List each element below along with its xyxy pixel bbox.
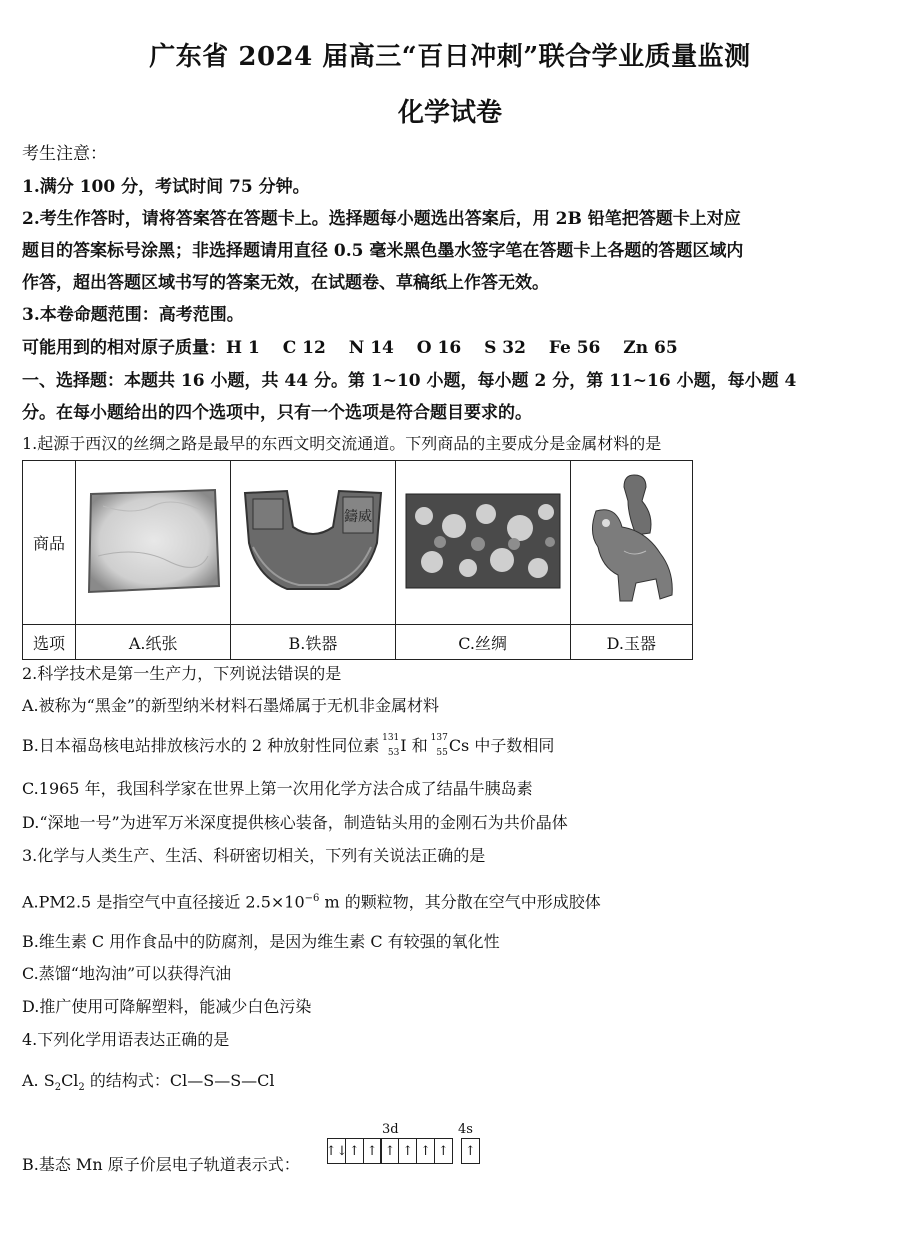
orbital-4s-box: ↑ <box>461 1138 480 1164</box>
orbital-3d-box-3: ↑ <box>363 1138 382 1164</box>
silk-image <box>404 486 562 596</box>
notice-item-2-line-3: 作答，超出答题区域书写的答案无效，在试题卷、草稿纸上作答无效。 <box>22 273 549 293</box>
paper-image <box>83 486 223 596</box>
mn-orbital-diagram <box>327 1138 479 1164</box>
q4-option-b: B.基态 Mn 原子价层电子轨道表示式： <box>22 1155 300 1174</box>
q3-option-c: C.蒸馏“地沟油”可以获得汽油 <box>22 964 232 983</box>
goods-iron-cell <box>231 461 395 625</box>
q4-stem: 4.下列化学用语表达正确的是 <box>22 1030 230 1049</box>
cesium-atomic-number: 55 <box>436 747 448 758</box>
goods-silk-cell <box>395 461 570 625</box>
q3-option-d: D.推广使用可降解塑料，能减少白色污染 <box>22 997 312 1016</box>
q2-option-c: C.1965 年，我国科学家在世界上第一次用化学方法合成了结晶牛胰岛素 <box>22 779 533 798</box>
exam-subtitle: 化学试卷 <box>397 98 502 128</box>
q3-stem: 3.化学与人类生产、生活、科研密切相关，下列有关说法正确的是 <box>22 846 486 865</box>
iodine-nuclide-indices <box>382 732 400 758</box>
atomic-mass-line: 可能用到的相对原子质量：H 1 C 12 N 14 O 16 S 32 Fe 56 Zn 65 <box>22 338 678 358</box>
notice-item-2-line-2: 题目的答案标号涂黑；非选择题请用直径 0.5 毫米黑色墨水签字笔在答题卡上各题的答题区域内 <box>22 241 744 261</box>
orbital-3d-box-4: ↑ <box>380 1138 399 1164</box>
q2-option-a: A.被称为“黑金”的新型纳米材料石墨烯属于无机非金属材料 <box>22 696 440 715</box>
row-head-option: 选项 <box>23 625 76 660</box>
q1-goods-table <box>22 460 693 660</box>
option-c-label: C.丝绸 <box>395 625 570 660</box>
orbital-3d-box-7: ↑ <box>434 1138 453 1164</box>
option-b-label: B.铁器 <box>231 625 395 660</box>
option-a-label: A.纸张 <box>76 625 231 660</box>
jade-image <box>576 471 686 611</box>
option-d-label: D.玉器 <box>570 625 692 660</box>
row-head-goods: 商品 <box>23 461 76 625</box>
orbital-4s-label: 4s <box>458 1122 473 1137</box>
q4-a-prefix: A. S <box>22 1071 55 1090</box>
q3-a-unit: m <box>319 892 340 912</box>
iodine-symbol: I <box>400 736 407 755</box>
q4-a-suffix: 的结构式：Cl—S—S—Cl <box>84 1071 275 1090</box>
orbital-3d-box-5: ↑ <box>398 1138 417 1164</box>
notice-item-2-line-1: 2.考生作答时，请将答案答在答题卡上。选择题每小题选出答案后，用 2B 铅笔把答题卡上对应 <box>22 209 741 229</box>
q1-stem: 1.起源于西汉的丝绸之路是最早的东西文明交流通道。下列商品的主要成分是金属材料的是 <box>22 434 662 453</box>
notice-heading: 考生注意： <box>22 144 107 164</box>
q4-a-cl-subscript: 2 <box>78 1082 85 1094</box>
q2-option-b <box>22 732 882 758</box>
q2-b-and: 和 <box>406 736 428 755</box>
q3-option-b: B.维生素 C 用作食品中的防腐剂，是因为维生素 C 有较强的氧化性 <box>22 932 500 951</box>
q4-a-s-subscript: 2 <box>54 1082 62 1094</box>
notice-item-3: 3.本卷命题范围：高考范围。 <box>22 305 244 325</box>
iodine-atomic-number: 53 <box>387 747 400 758</box>
iron-ware-image <box>239 481 387 601</box>
q2-b-suffix: 中子数相同 <box>469 736 555 755</box>
q3-a-suffix: 的颗粒物，其分散在空气中形成胶体 <box>339 892 601 912</box>
iron-seal-text: 鑄威 <box>343 508 372 525</box>
cesium-symbol: Cs <box>448 736 470 755</box>
q2-b-prefix: B.日本福岛核电站排放核污水的 2 种放射性同位素 <box>22 736 380 755</box>
orbital-3d-box-2: ↑ <box>345 1138 364 1164</box>
section-1-line-2: 分。在每小题给出的四个选项中，只有一个选项是符合题目要求的。 <box>22 403 532 423</box>
q3-option-a <box>22 888 882 913</box>
q3-a-number: 2.5×10 <box>245 892 305 912</box>
orbital-3d-box-1: ↑↓ <box>327 1138 346 1164</box>
goods-jade-cell <box>570 461 692 625</box>
q4-option-a <box>22 1070 882 1099</box>
iodine-mass-number: 131 <box>382 732 400 743</box>
exam-title: 广东省 2024 届高三“百日冲刺”联合学业质量监测 <box>149 42 751 72</box>
section-1-line-1: 一、选择题：本题共 16 小题，共 44 分。第 1~10 小题，每小题 2 分，第 11~16 小题，每小题 4 <box>22 371 797 391</box>
orbital-3d-box-6: ↑ <box>416 1138 435 1164</box>
q2-stem: 2.科学技术是第一生产力，下列说法错误的是 <box>22 664 342 683</box>
cesium-nuclide-indices <box>430 732 449 758</box>
orbital-3d-label: 3d <box>382 1122 399 1137</box>
q2-option-d: D.“深地一号”为进军万米深度提供核心装备，制造钻头用的金刚石为共价晶体 <box>22 813 568 832</box>
q3-a-prefix: A.PM2.5 是指空气中直径接近 <box>22 892 246 912</box>
q4-a-cl: Cl <box>61 1071 79 1090</box>
q3-a-exponent: −6 <box>304 893 320 904</box>
cesium-mass-number: 137 <box>430 732 448 743</box>
goods-paper-cell <box>76 461 231 625</box>
notice-item-1: 1.满分 100 分，考试时间 75 分钟。 <box>22 177 310 197</box>
